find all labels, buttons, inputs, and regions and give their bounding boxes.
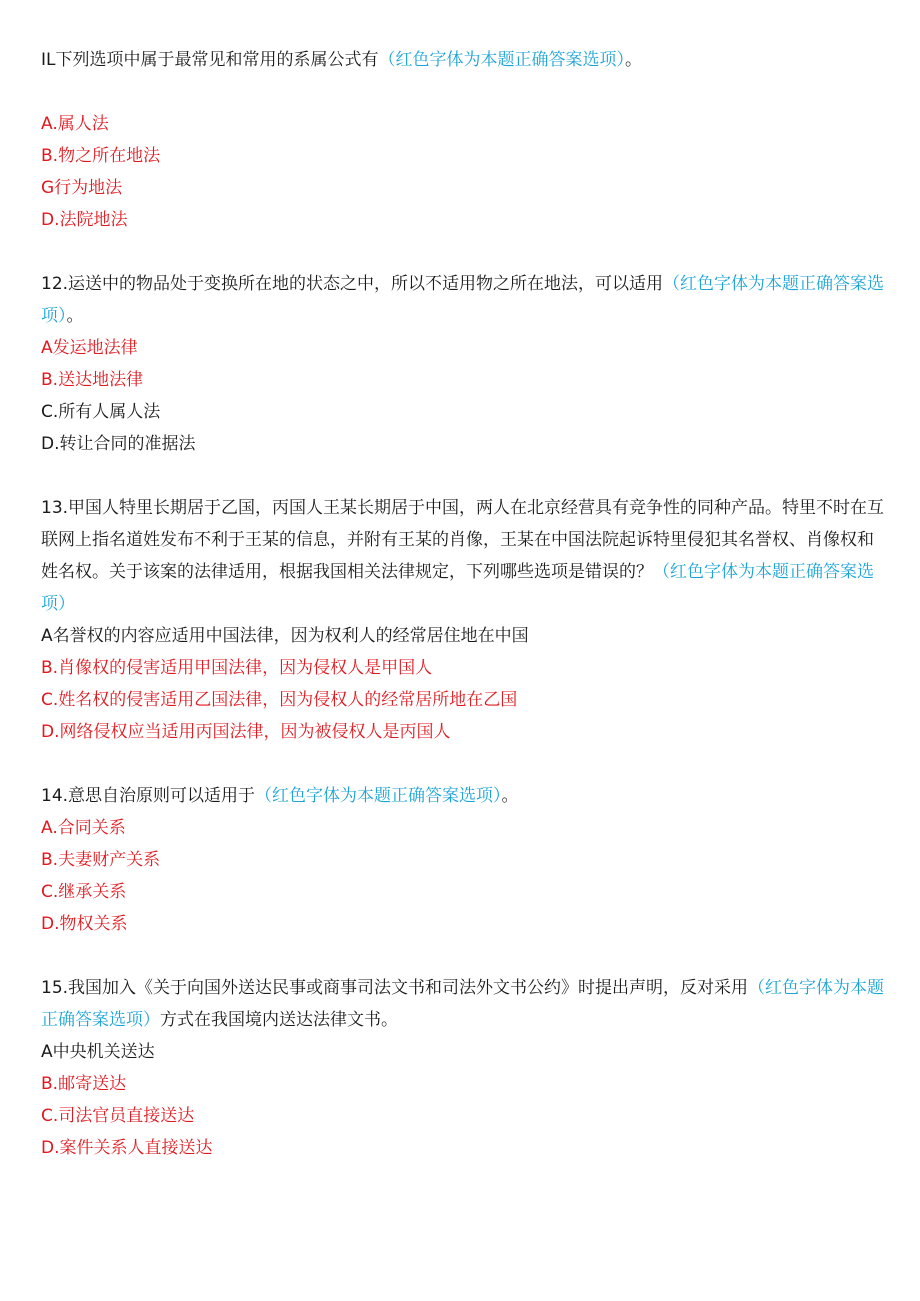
question-text: 14.意思自治原则可以适用于 bbox=[41, 786, 256, 806]
question-text: 12.运送中的物品处于变换所在地的状态之中，所以不适用物之所在地法，可以适用 bbox=[41, 274, 664, 294]
answer-hint: （红色字体为本题正确答案选项） bbox=[41, 274, 885, 326]
option-a: A名誉权的内容应适用中国法律，因为权利人的经常居住地在中国 bbox=[41, 626, 529, 646]
option-c: C.司法官员直接送达 bbox=[41, 1106, 195, 1126]
option-d: D.法院地法 bbox=[41, 210, 128, 230]
option-a: A发运地法律 bbox=[41, 338, 138, 358]
question-document bbox=[41, 44, 886, 1164]
question-suffix: 方式在我国境内送达法律文书。 bbox=[160, 1010, 398, 1030]
option-d: D.物权关系 bbox=[41, 914, 128, 934]
option-c: G行为地法 bbox=[41, 178, 123, 198]
option-d: D.网络侵权应当适用丙国法律，因为被侵权人是丙国人 bbox=[41, 722, 451, 742]
option-d: D.案件关系人直接送达 bbox=[41, 1138, 213, 1158]
question-stem bbox=[41, 972, 886, 1036]
answer-hint: （红色字体为本题正确答案选项） bbox=[41, 562, 874, 614]
option-a: A.属人法 bbox=[41, 114, 109, 134]
question-stem bbox=[41, 44, 886, 76]
question-12 bbox=[41, 268, 886, 460]
option-c: C.所有人属人法 bbox=[41, 402, 161, 422]
option-b: B.送达地法律 bbox=[41, 370, 144, 390]
option-c: C.继承关系 bbox=[41, 882, 127, 902]
question-15 bbox=[41, 972, 886, 1164]
question-text: 15.我国加入《关于向国外送达民事或商事司法文书和司法外文书公约》时提出声明，反对采用 bbox=[41, 978, 749, 998]
option-a: A中央机关送达 bbox=[41, 1042, 155, 1062]
question-suffix: 。 bbox=[501, 786, 519, 806]
question-text: IL下列选项中属于最常见和常用的系属公式有 bbox=[41, 50, 379, 70]
option-a: A.合同关系 bbox=[41, 818, 126, 838]
answer-hint: （红色字体为本题正确答案选项） bbox=[378, 50, 625, 70]
question-suffix: 。 bbox=[66, 306, 84, 326]
answer-hint: （红色字体为本题正确答案选项） bbox=[255, 786, 502, 806]
question-14 bbox=[41, 780, 886, 940]
question-text: 13.甲国人特里长期居于乙国，丙国人王某长期居于中国，两人在北京经营具有竞争性的同种产品。特里不时在互联网上指名道姓发布不利于王某的信息，并附有王某的肖像，王某在中国法院起诉特里侵犯其名誉权、肖像权和姓名权。关于该案的法律适用，根据我国相关法律规定，下列哪些选项是错误的？ bbox=[41, 498, 885, 582]
question-13 bbox=[41, 492, 886, 748]
question-stem bbox=[41, 268, 886, 332]
option-b: B.肖像权的侵害适用甲国法律，因为侵权人是甲国人 bbox=[41, 658, 433, 678]
option-c: C.姓名权的侵害适用乙国法律，因为侵权人的经常居所地在乙国 bbox=[41, 690, 518, 710]
question-stem bbox=[41, 492, 886, 620]
option-d: D.转让合同的准据法 bbox=[41, 434, 196, 454]
option-b: B.夫妻财产关系 bbox=[41, 850, 161, 870]
question-suffix: 。 bbox=[624, 50, 642, 70]
question-stem bbox=[41, 780, 886, 812]
question-11 bbox=[41, 44, 886, 236]
option-b: B.物之所在地法 bbox=[41, 146, 161, 166]
answer-hint: （红色字体为本题正确答案选项） bbox=[41, 978, 885, 1030]
option-b: B.邮寄送达 bbox=[41, 1074, 127, 1094]
